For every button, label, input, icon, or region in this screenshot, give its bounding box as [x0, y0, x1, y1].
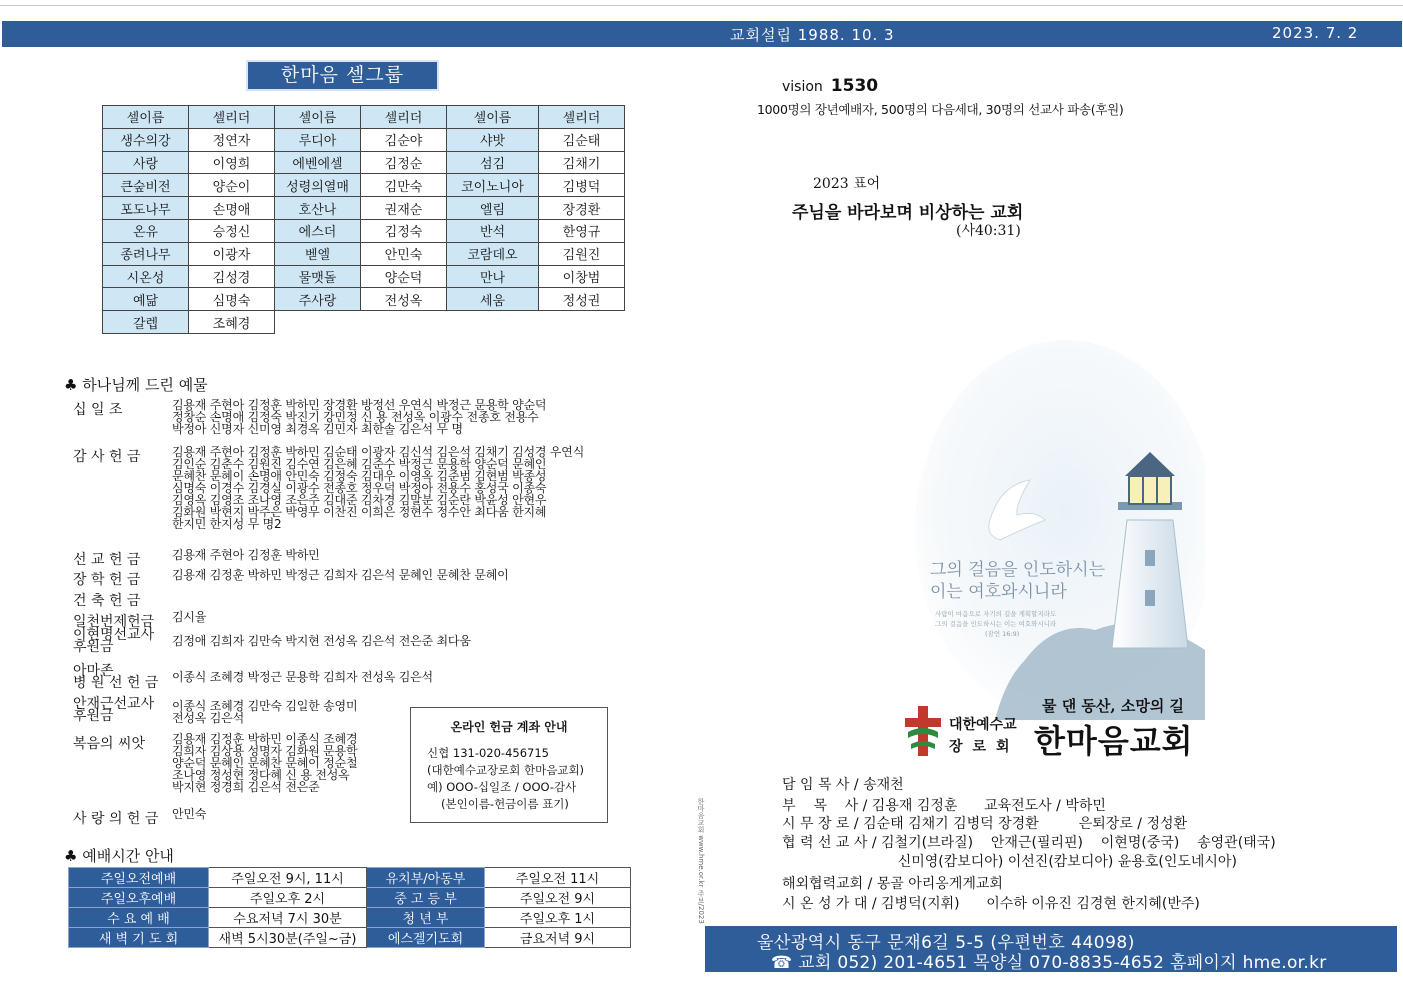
- table-header-cell: 셀이름: [275, 106, 361, 129]
- online-giving-line: (대한예수교장로회 한마음교회): [427, 763, 585, 777]
- table-cell: 정성권: [539, 288, 625, 311]
- staff-line: 시 무 장 로 / 김순태 김채기 김병덕 장경환 은퇴장로 / 정성환: [782, 816, 1188, 832]
- service-name-cell: 에스겔기도회: [367, 928, 485, 948]
- table-cell: 양순덕: [361, 265, 447, 288]
- table-cell: [361, 311, 447, 334]
- offering-label: 십 일 조: [73, 402, 123, 418]
- offering-names-line: 안민숙: [172, 807, 207, 821]
- table-row: [103, 265, 625, 288]
- offering-names-line: 김영옥 김영조 조나영 조은주 김대준 김차경 김말분 김순란 박윤성 안현우: [172, 493, 547, 507]
- cell-group-title: 한마음 셀그룹: [246, 60, 439, 91]
- table-cell: 만나: [447, 265, 539, 288]
- table-cell: 양순이: [189, 174, 275, 197]
- table-header-cell: 셀이름: [103, 106, 189, 129]
- offering-label-part: 후원금: [73, 708, 114, 724]
- offering-names: [172, 549, 692, 561]
- table-cell: 갈렙: [103, 311, 189, 334]
- offering-names-line: 문혜찬 문혜이 손명애 안민숙 김정숙 김대우 이영옥 김준범 김현범 박종성: [172, 469, 547, 483]
- staff-line: 시 온 성 가 대 / 김병덕(지휘) 이수하 이유진 김경현 한지혜(반주): [782, 896, 1200, 912]
- offering-label: 선 교 헌 금: [73, 552, 141, 568]
- table-cell: 반석: [447, 219, 539, 242]
- offerings-title: ♣ 하나님께 드린 예물: [64, 376, 208, 394]
- table-cell: 코이노니아: [447, 174, 539, 197]
- table-cell: 세움: [447, 288, 539, 311]
- service-time-cell: 금요저녁 9시: [485, 928, 631, 948]
- table-cell: 이창범: [539, 265, 625, 288]
- table-cell: 포도나무: [103, 197, 189, 220]
- table-row: [103, 128, 625, 151]
- table-cell: 승정신: [189, 219, 275, 242]
- church-slogan: 물 댄 동산, 소망의 길: [1042, 697, 1185, 715]
- table-header-cell: 셀이름: [447, 106, 539, 129]
- offering-names-line: 심명숙 이경수 김경실 이광수 전종호 정우덕 박정아 전용수 홍성국 이종숙: [172, 481, 547, 495]
- art-heading-line: 이는 여호와시니라: [930, 582, 1067, 602]
- table-cell: [447, 311, 539, 334]
- table-cell: 사랑: [103, 151, 189, 174]
- table-cell: 벧엘: [275, 242, 361, 265]
- service-name-cell: 주일오전예배: [69, 868, 209, 888]
- header-bar: [2, 21, 1402, 47]
- table-row: [69, 868, 631, 888]
- service-time-cell: 주일오전 9시: [485, 888, 631, 908]
- offering-names-line: 조나영 정성현 정다혜 신 용 전성옥: [172, 768, 350, 782]
- service-name-cell: 새 벽 기 도 회: [69, 928, 209, 948]
- vision-description: 1000명의 장년예배자, 500명의 다음세대, 30명의 선교사 파송(후원): [757, 102, 1124, 117]
- table-cell: 안민숙: [361, 242, 447, 265]
- offering-label: 사 랑 의 헌 금: [73, 811, 159, 827]
- vision-label: vision: [782, 79, 823, 95]
- table-cell: 시온성: [103, 265, 189, 288]
- table-cell: 에벤에셀: [275, 151, 361, 174]
- online-giving-line: 신협 131-020-456715: [427, 746, 549, 760]
- table-cell: 물맷돌: [275, 265, 361, 288]
- offering-names-line: 김희자 김상용 성명자 김화원 문용학: [172, 744, 358, 758]
- offering-names-line: 김화원 박현지 박주은 박영무 이찬진 이희은 정현수 정수안 최다움 한지혜: [172, 505, 547, 519]
- table-header-cell: 셀리더: [189, 106, 275, 129]
- table-cell: 김원진: [539, 242, 625, 265]
- vision-number: 1530: [830, 76, 879, 96]
- offering-names: [172, 635, 692, 647]
- art-small-line: 사람이 마음으로 자기의 길을 계획할지라도: [935, 610, 1057, 618]
- offering-label-part: 안재근선교사: [73, 696, 155, 712]
- service-time-cell: 수요저녁 7시 30분: [209, 908, 367, 928]
- offering-names-line: 이종식 조혜경 박정근 문용학 김희자 전성옥 김은석: [172, 670, 433, 684]
- online-giving-line: 예) OOO-십일조 / OOO-감사: [427, 780, 577, 794]
- offering-names-line: 전성옥 김은석: [172, 711, 244, 725]
- table-header-cell: 셀리더: [361, 106, 447, 129]
- service-time-cell: 주일오전 9시, 11시: [209, 868, 367, 888]
- staff-line: 담 임 목 사 / 송재천: [782, 777, 904, 793]
- table-cell: 정연자: [189, 128, 275, 151]
- art-heading-line: 그의 걸음을 인도하시는: [930, 560, 1106, 580]
- offering-names-line: 이종식 조혜경 김만숙 김일한 송영미: [172, 699, 358, 713]
- table-row: [103, 197, 625, 220]
- offering-names: [172, 611, 692, 623]
- art-small-line: (잠언 16:9): [985, 630, 1020, 638]
- table-cell: 이영희: [189, 151, 275, 174]
- table-cell: 권재순: [361, 197, 447, 220]
- service-name-cell: 청 년 부: [367, 908, 485, 928]
- motto-text: 주님을 바라보며 비상하는 교회: [792, 203, 1024, 223]
- offering-names-line: 김용재 김정훈 박하민 이종식 조혜경: [172, 732, 358, 746]
- offering-names-line: 양순덕 문혜인 문혜찬 문혜이 정순철: [172, 756, 358, 770]
- offering-label: 복음의 씨앗: [73, 736, 146, 752]
- service-name-cell: 주일오후예배: [69, 888, 209, 908]
- table-row: [103, 106, 625, 129]
- offering-label: [73, 629, 169, 653]
- page-top-edge: [0, 0, 1403, 6]
- table-row: [103, 219, 625, 242]
- offering-label: 감 사 헌 금: [73, 449, 141, 465]
- table-cell: 김정순: [361, 151, 447, 174]
- staff-line: 부 목 사 / 김용재 김정훈 교육전도사 / 박하민: [782, 798, 1106, 814]
- table-cell: 주사랑: [275, 288, 361, 311]
- table-cell: 조혜경: [189, 311, 275, 334]
- offering-names-line: 김용재 주현아 김정훈 박하민: [172, 548, 320, 562]
- worship-schedule-table: [68, 867, 631, 948]
- lighthouse-lamp: [1129, 476, 1171, 504]
- table-cell: 생수의강: [103, 128, 189, 151]
- service-name-cell: 유치부/아동부: [367, 868, 485, 888]
- offering-names-line: 김용재 주현아 김정훈 박하민 장경환 방정선 우연식 박정근 문용학 양순덕: [172, 398, 547, 412]
- service-name-cell: 수 요 예 배: [69, 908, 209, 928]
- cross-logo-icon: [903, 706, 943, 756]
- footer-bar: [705, 926, 1397, 972]
- online-giving-title: 온라인 헌금 계좌 안내: [450, 720, 568, 734]
- staff-line: 협 력 선 교 사 / 김철기(브라질) 안재근(필리핀) 이현명(중국) 송영관(태국): [782, 835, 1276, 851]
- table-cell: 전성옥: [361, 288, 447, 311]
- vision-heading: [782, 76, 878, 96]
- table-cell: 샤밧: [447, 128, 539, 151]
- established-date: 교회설립 1988. 10. 3: [730, 26, 895, 44]
- table-cell: 성령의열매: [275, 174, 361, 197]
- table-row: [103, 174, 625, 197]
- table-cell: 김병덕: [539, 174, 625, 197]
- table-row: [103, 288, 625, 311]
- offering-label-part: 후원금: [73, 639, 114, 655]
- table-cell: 엘림: [447, 197, 539, 220]
- service-time-cell: 주일오후 2시: [209, 888, 367, 908]
- service-time-cell: 주일오후 1시: [485, 908, 631, 928]
- offering-names: [172, 399, 692, 435]
- table-cell: 예닮: [103, 288, 189, 311]
- lighthouse-illustration: [905, 330, 1205, 720]
- bulletin-date: 2023. 7. 2: [1272, 24, 1359, 42]
- table-cell: 에스더: [275, 219, 361, 242]
- offering-label: [73, 665, 169, 689]
- denomination-line1: 대한예수교: [949, 717, 1017, 733]
- table-cell: 김정숙: [361, 219, 447, 242]
- table-cell: 김순태: [539, 128, 625, 151]
- table-cell: 이광자: [189, 242, 275, 265]
- offering-names-line: 김용재 김정훈 박하민 박정근 김희자 김은석 문혜인 문혜찬 문혜이: [172, 568, 509, 582]
- service-time-cell: 주일오전 11시: [485, 868, 631, 888]
- motto-year: 2023 표어: [813, 176, 881, 192]
- staff-line: 해외협력교회 / 몽골 아리옹게게교회: [782, 876, 1003, 892]
- table-cell: 온유: [103, 219, 189, 242]
- table-cell: [275, 311, 361, 334]
- church-address: 울산광역시 동구 문재6길 5-5 (우편번호 44098): [757, 933, 1135, 953]
- table-cell: 큰숲비전: [103, 174, 189, 197]
- offering-label: 건 축 헌 금: [73, 593, 141, 609]
- table-cell: 코람데오: [447, 242, 539, 265]
- offering-names-line: 김인순 김춘수 김원진 김수연 김은혜 김준수 박정근 문용학 양순덕 문혜인: [172, 457, 547, 471]
- table-cell: [539, 311, 625, 334]
- offering-names: [172, 446, 692, 530]
- online-giving-line: (본인이름-헌금이름 표기): [441, 797, 569, 811]
- offering-names-line: 김정애 김희자 김만숙 박지현 전성옥 김은석 전은준 최다움: [172, 634, 471, 648]
- church-contact: ☎ 교회 052) 201-4651 목양실 070-8835-4652 홈페이지 hme.or.kr: [771, 953, 1327, 973]
- table-cell: 손명애: [189, 197, 275, 220]
- worship-title: ♣ 예배시간 안내: [64, 847, 174, 865]
- table-cell: 종려나무: [103, 242, 189, 265]
- table-row: [103, 242, 625, 265]
- offering-label: [73, 698, 169, 722]
- church-name: 한마음교회: [1034, 722, 1194, 760]
- table-cell: 루디아: [275, 128, 361, 151]
- table-cell: 김순야: [361, 128, 447, 151]
- offering-names-line: 김용재 주현아 김정훈 박하민 김순태 이광자 김신석 김은석 김채기 김성경 우연식: [172, 445, 585, 459]
- offering-names: [172, 671, 692, 683]
- staff-line: 신미영(캄보디아) 이선진(캄보디아) 윤용호(인도네시아): [782, 854, 1237, 870]
- offering-names-line: 김시율: [172, 610, 207, 624]
- offering-label-part: 병 원 선 헌 금: [73, 675, 159, 691]
- table-cell: 김성경: [189, 265, 275, 288]
- offering-names-line: 박지현 정경희 김은석 전은준: [172, 780, 320, 794]
- table-cell: 심명숙: [189, 288, 275, 311]
- offering-names-line: 박정아 신명자 신미영 최경옥 김민자 최한솔 김은석 무 명: [172, 422, 463, 436]
- offering-label-part: 이현명선교사: [73, 627, 155, 643]
- table-cell: 김만숙: [361, 174, 447, 197]
- table-cell: 한영규: [539, 219, 625, 242]
- offering-label: 장 학 헌 금: [73, 572, 141, 588]
- table-row: [69, 928, 631, 948]
- art-small-line: 그의 걸음을 인도하시는 이는 여호와시니라: [935, 620, 1057, 628]
- table-cell: 김채기: [539, 151, 625, 174]
- offering-names-line: 정창순 손명애 김정숙 박진기 강민정 신 용 전성옥 이광수 전종호 전용수: [172, 410, 539, 424]
- table-row: [103, 311, 625, 334]
- cell-group-table: [102, 105, 625, 334]
- table-cell: 장경환: [539, 197, 625, 220]
- service-time-cell: 새벽 5시30분(주일~금): [209, 928, 367, 948]
- offering-label: 일천번제헌금: [73, 614, 155, 630]
- offering-names: [172, 569, 692, 581]
- denomination-line2: 장로회: [949, 739, 1020, 755]
- table-cell: 호산나: [275, 197, 361, 220]
- service-name-cell: 중 고 등 부: [367, 888, 485, 908]
- motto-reference: (사40:31): [956, 223, 1021, 239]
- offering-label-part: 아마존: [73, 663, 114, 679]
- table-row: [69, 908, 631, 928]
- table-row: [69, 888, 631, 908]
- side-vertical-text: 한마음교회 www.hme.or.kr 주보/2023: [697, 798, 705, 924]
- offering-names-line: 한지민 한지성 무 명2: [172, 517, 282, 531]
- table-header-cell: 셀리더: [539, 106, 625, 129]
- table-row: [103, 151, 625, 174]
- online-giving-box: [410, 707, 608, 823]
- table-cell: 섬김: [447, 151, 539, 174]
